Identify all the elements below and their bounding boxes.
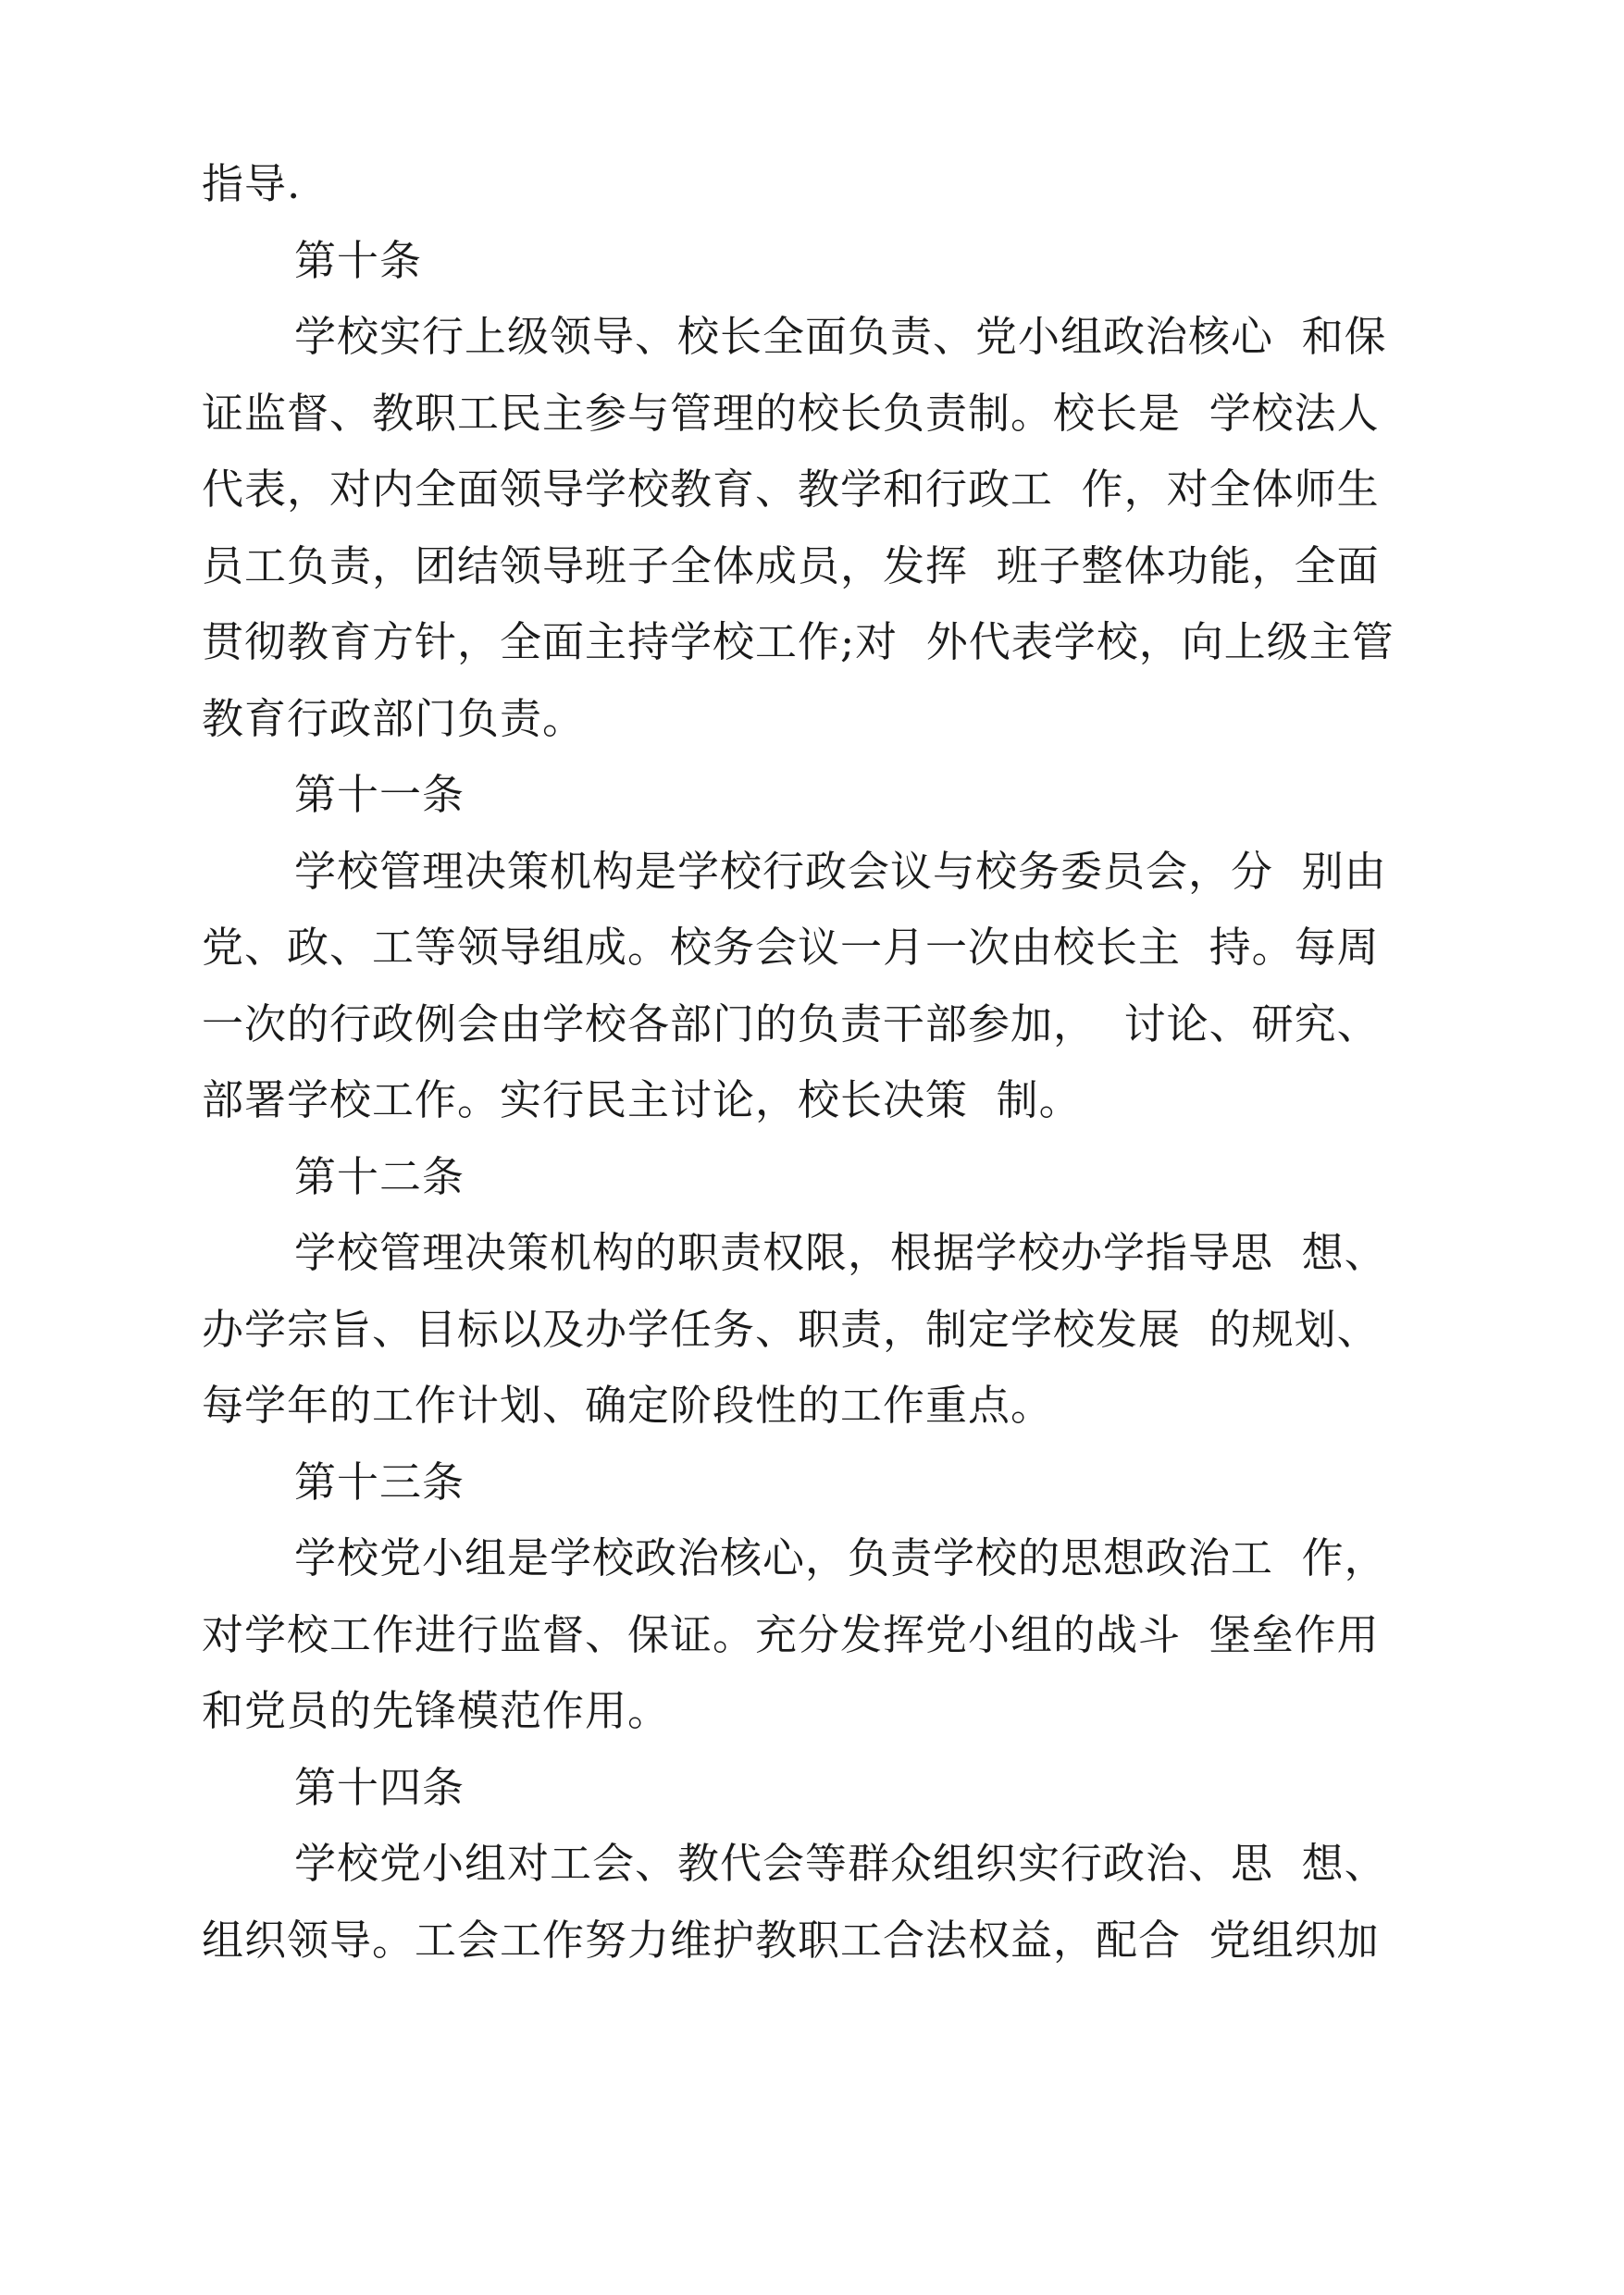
paragraph-first-line: 学校管理决策机构是学校行政会议与校务委员会，分 别由 bbox=[294, 846, 1387, 896]
text-line: 贯彻教育方针，全面主持学校工作;对 外代表学校，向上级主管 bbox=[202, 617, 1395, 666]
text-line: 教育行政部门负责。 bbox=[202, 693, 586, 743]
article-heading: 第十三条 bbox=[294, 1457, 465, 1507]
text-line: 对学校工作进行监督、保证。充分发挥党小组的战斗 堡垒作用 bbox=[202, 1609, 1380, 1659]
document-body bbox=[202, 146, 1442, 1979]
article-heading: 第十二条 bbox=[294, 1151, 465, 1201]
text-line: 办学宗旨、目标以及办学任务、职责，制定学校发展 的规划、 bbox=[202, 1304, 1380, 1354]
text-line: 和党员的先锋模范作用。 bbox=[202, 1686, 671, 1735]
text-line: 部署学校工作。实行民主讨论，校长决策 制。 bbox=[202, 1075, 1082, 1124]
article-heading: 第十一条 bbox=[294, 770, 465, 819]
text-line: 一次的行政例会由学校各部门的负责干部参加， 讨论、研究、 bbox=[202, 999, 1380, 1048]
text-line: 证监督、教职工民主参与管理的校长负责制。校长是 学校法人 bbox=[202, 388, 1380, 438]
text-line: 组织领导。工会工作努力维护教职工合法权益，配合 党组织加 bbox=[202, 1915, 1380, 1965]
paragraph-first-line: 学校管理决策机构的职责权限，根据学校办学指导思 想、 bbox=[294, 1228, 1387, 1277]
text-line: 每学年的工作计划、确定阶段性的工作重点。 bbox=[202, 1381, 1054, 1430]
paragraph-first-line: 学校党小组对工会、教代会等群众组织实行政治、思 想、 bbox=[294, 1839, 1387, 1888]
text-line: 代表，对内全面领导学校教育、教学和行政工 作，对全体师生 bbox=[202, 465, 1380, 514]
paragraph-first-line: 学校党小组是学校政治核心，负责学校的思想政治工 作， bbox=[294, 1533, 1387, 1582]
article-heading: 第十条 bbox=[294, 235, 423, 285]
text-line: 指导. bbox=[202, 159, 302, 208]
article-heading: 第十四条 bbox=[294, 1762, 465, 1812]
text-line: 员工负责，团结领导班子全体成员，发挥 班子整体功能，全面 bbox=[202, 540, 1380, 590]
text-line: 党、政、工等领导组成。校务会议一月一次由校长主 持。每周 bbox=[202, 923, 1380, 972]
paragraph-first-line: 学校实行上级领导、校长全面负责、党小组政治核心 和保 bbox=[294, 312, 1387, 361]
